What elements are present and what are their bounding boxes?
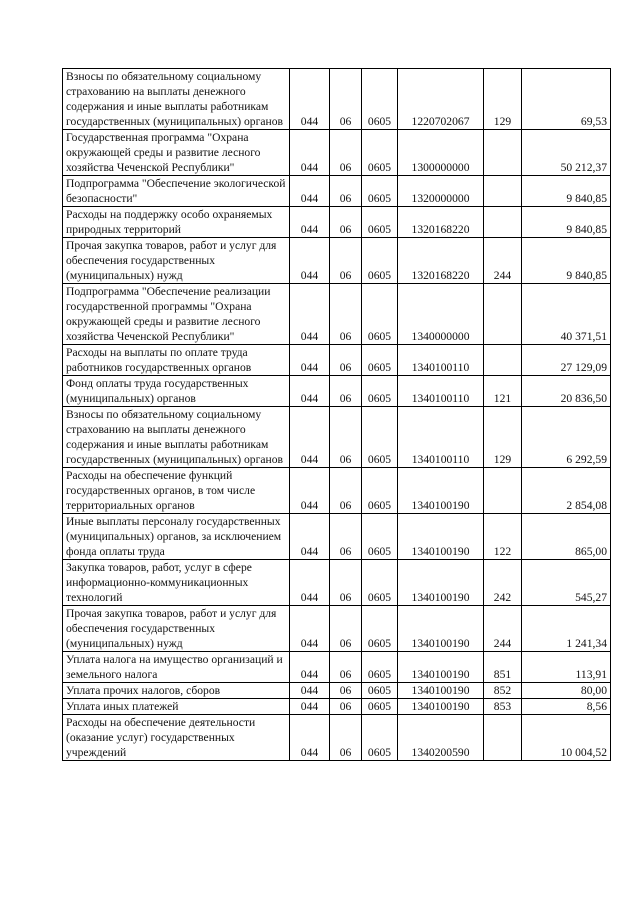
subsection-code-cell: 0605 (362, 345, 398, 376)
expense-type-cell (484, 468, 522, 514)
expense-type-cell: 244 (484, 606, 522, 652)
target-article-cell: 1220702067 (398, 69, 484, 130)
expense-type-cell: 851 (484, 652, 522, 683)
expense-type-cell (484, 345, 522, 376)
table-row (63, 207, 611, 238)
admin-code-cell: 044 (290, 699, 330, 715)
amount-cell: 6 292,59 (522, 407, 611, 468)
section-code-cell: 06 (330, 468, 362, 514)
amount-cell: 10 004,52 (522, 715, 611, 761)
expense-name-cell: Расходы на обеспечение деятельности (оказание услуг) государственных учреждений (63, 715, 290, 761)
target-article-cell: 1340100110 (398, 345, 484, 376)
target-article-cell: 1320000000 (398, 176, 484, 207)
expense-name-cell: Взносы по обязательному социальному страхованию на выплаты денежного содержания и иные выплаты работникам государственных (муниципальных) органов (63, 69, 290, 130)
section-code-cell: 06 (330, 514, 362, 560)
subsection-code-cell: 0605 (362, 683, 398, 699)
table-row (63, 69, 611, 130)
table-row (63, 514, 611, 560)
admin-code-cell: 044 (290, 514, 330, 560)
subsection-code-cell: 0605 (362, 284, 398, 345)
admin-code-cell: 044 (290, 176, 330, 207)
subsection-code-cell: 0605 (362, 130, 398, 176)
section-code-cell: 06 (330, 560, 362, 606)
subsection-code-cell: 0605 (362, 715, 398, 761)
expense-type-cell (484, 715, 522, 761)
table-row (63, 176, 611, 207)
section-code-cell: 06 (330, 715, 362, 761)
amount-cell: 8,56 (522, 699, 611, 715)
subsection-code-cell: 0605 (362, 376, 398, 407)
expense-type-cell: 853 (484, 699, 522, 715)
target-article-cell: 1340100110 (398, 376, 484, 407)
expense-name-cell: Иные выплаты персоналу государственных (муниципальных) органов, за исключением фонда оплаты труда (63, 514, 290, 560)
target-article-cell: 1340100190 (398, 699, 484, 715)
expense-type-cell (484, 176, 522, 207)
section-code-cell: 06 (330, 176, 362, 207)
expense-name-cell: Государственная программа "Охрана окружающей среды и развитие лесного хозяйства Чеченской Республики" (63, 130, 290, 176)
expense-name-cell: Уплата налога на имущество организаций и земельного налога (63, 652, 290, 683)
table-row (63, 560, 611, 606)
section-code-cell: 06 (330, 376, 362, 407)
expense-name-cell: Подпрограмма "Обеспечение экологической безопасности" (63, 176, 290, 207)
expense-name-cell: Уплата иных платежей (63, 699, 290, 715)
section-code-cell: 06 (330, 69, 362, 130)
table-row (63, 238, 611, 284)
amount-cell: 20 836,50 (522, 376, 611, 407)
table-row (63, 345, 611, 376)
budget-expenditure-table (62, 68, 611, 761)
subsection-code-cell: 0605 (362, 407, 398, 468)
amount-cell: 113,91 (522, 652, 611, 683)
expense-type-cell: 242 (484, 560, 522, 606)
subsection-code-cell: 0605 (362, 606, 398, 652)
target-article-cell: 1340100190 (398, 560, 484, 606)
expense-type-cell (484, 130, 522, 176)
admin-code-cell: 044 (290, 715, 330, 761)
expense-name-cell: Взносы по обязательному социальному страхованию на выплаты денежного содержания и иные выплаты работникам государственных (муниципальных) органов (63, 407, 290, 468)
admin-code-cell: 044 (290, 69, 330, 130)
expense-type-cell: 121 (484, 376, 522, 407)
amount-cell: 27 129,09 (522, 345, 611, 376)
admin-code-cell: 044 (290, 345, 330, 376)
admin-code-cell: 044 (290, 376, 330, 407)
expense-type-cell: 122 (484, 514, 522, 560)
admin-code-cell: 044 (290, 652, 330, 683)
amount-cell: 1 241,34 (522, 606, 611, 652)
amount-cell: 865,00 (522, 514, 611, 560)
amount-cell: 40 371,51 (522, 284, 611, 345)
admin-code-cell: 044 (290, 238, 330, 284)
subsection-code-cell: 0605 (362, 238, 398, 284)
expense-type-cell: 129 (484, 69, 522, 130)
table-row (63, 376, 611, 407)
amount-cell: 9 840,85 (522, 238, 611, 284)
expense-type-cell (484, 207, 522, 238)
target-article-cell: 1340100190 (398, 683, 484, 699)
section-code-cell: 06 (330, 284, 362, 345)
section-code-cell: 06 (330, 207, 362, 238)
target-article-cell: 1340000000 (398, 284, 484, 345)
expense-name-cell: Прочая закупка товаров, работ и услуг для обеспечения государственных (муниципальных) нужд (63, 238, 290, 284)
target-article-cell: 1300000000 (398, 130, 484, 176)
amount-cell: 9 840,85 (522, 176, 611, 207)
expense-type-cell: 244 (484, 238, 522, 284)
expense-type-cell (484, 284, 522, 345)
amount-cell: 9 840,85 (522, 207, 611, 238)
subsection-code-cell: 0605 (362, 207, 398, 238)
section-code-cell: 06 (330, 699, 362, 715)
section-code-cell: 06 (330, 606, 362, 652)
target-article-cell: 1340100190 (398, 468, 484, 514)
expense-name-cell: Закупка товаров, работ, услуг в сфере информационно-коммуникационных технологий (63, 560, 290, 606)
expense-name-cell: Прочая закупка товаров, работ и услуг для обеспечения государственных (муниципальных) нужд (63, 606, 290, 652)
target-article-cell: 1320168220 (398, 238, 484, 284)
section-code-cell: 06 (330, 345, 362, 376)
admin-code-cell: 044 (290, 683, 330, 699)
expense-name-cell: Подпрограмма "Обеспечение реализации государственной программы "Охрана окружающей среды и развитие лесного хозяйства Чеченской Республики" (63, 284, 290, 345)
target-article-cell: 1320168220 (398, 207, 484, 238)
admin-code-cell: 044 (290, 207, 330, 238)
section-code-cell: 06 (330, 130, 362, 176)
expense-name-cell: Уплата прочих налогов, сборов (63, 683, 290, 699)
table-row (63, 284, 611, 345)
amount-cell: 50 212,37 (522, 130, 611, 176)
target-article-cell: 1340200590 (398, 715, 484, 761)
section-code-cell: 06 (330, 238, 362, 284)
table-row (63, 652, 611, 683)
table-row (63, 130, 611, 176)
table-row (63, 407, 611, 468)
target-article-cell: 1340100190 (398, 606, 484, 652)
section-code-cell: 06 (330, 407, 362, 468)
table-row (63, 715, 611, 761)
admin-code-cell: 044 (290, 284, 330, 345)
admin-code-cell: 044 (290, 130, 330, 176)
subsection-code-cell: 0605 (362, 176, 398, 207)
subsection-code-cell: 0605 (362, 699, 398, 715)
section-code-cell: 06 (330, 652, 362, 683)
target-article-cell: 1340100190 (398, 514, 484, 560)
amount-cell: 80,00 (522, 683, 611, 699)
admin-code-cell: 044 (290, 606, 330, 652)
subsection-code-cell: 0605 (362, 560, 398, 606)
table-row (63, 683, 611, 699)
expense-name-cell: Расходы на поддержку особо охраняемых природных территорий (63, 207, 290, 238)
admin-code-cell: 044 (290, 407, 330, 468)
expense-name-cell: Расходы на обеспечение функций государственных органов, в том числе территориальных органов (63, 468, 290, 514)
target-article-cell: 1340100110 (398, 407, 484, 468)
table-row (63, 468, 611, 514)
amount-cell: 2 854,08 (522, 468, 611, 514)
subsection-code-cell: 0605 (362, 69, 398, 130)
expense-type-cell: 129 (484, 407, 522, 468)
table-body (63, 69, 611, 761)
section-code-cell: 06 (330, 683, 362, 699)
target-article-cell: 1340100190 (398, 652, 484, 683)
amount-cell: 69,53 (522, 69, 611, 130)
subsection-code-cell: 0605 (362, 468, 398, 514)
table-row (63, 606, 611, 652)
table-row (63, 699, 611, 715)
admin-code-cell: 044 (290, 468, 330, 514)
expense-type-cell: 852 (484, 683, 522, 699)
subsection-code-cell: 0605 (362, 652, 398, 683)
subsection-code-cell: 0605 (362, 514, 398, 560)
admin-code-cell: 044 (290, 560, 330, 606)
expense-name-cell: Расходы на выплаты по оплате труда работников государственных органов (63, 345, 290, 376)
amount-cell: 545,27 (522, 560, 611, 606)
expense-name-cell: Фонд оплаты труда государственных (муниципальных) органов (63, 376, 290, 407)
